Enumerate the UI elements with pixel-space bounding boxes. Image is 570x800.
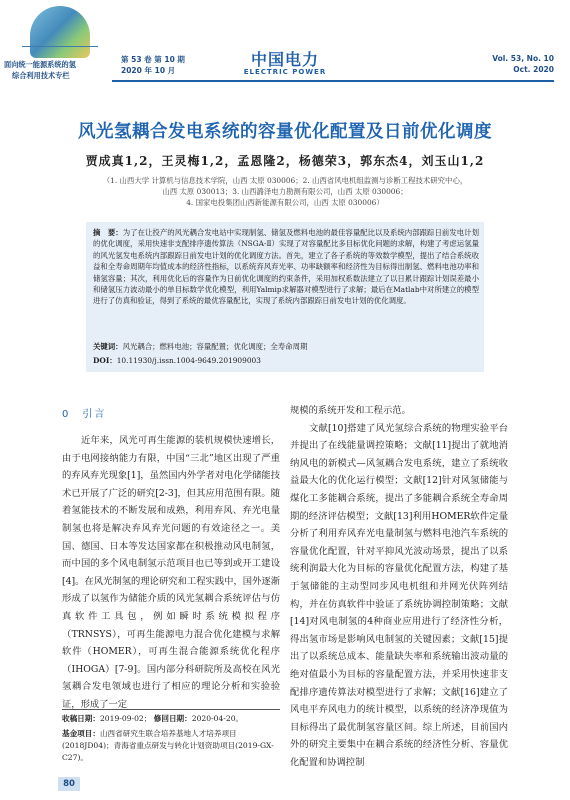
date-en: Oct. 2020 — [513, 65, 554, 74]
doi-link[interactable]: 10.11930/j.issn.1004-9649.201909003 — [116, 356, 261, 365]
keywords-text: 风光耦合；燃料电池；容量配置；优化调度；全寿命周期 — [122, 342, 308, 351]
volume-en: Vol. 53, No. 10 — [492, 54, 554, 63]
column-title-line1: 面向统一能源系统的氢 — [4, 60, 76, 69]
abstract — [93, 227, 479, 307]
header-rule — [112, 80, 554, 82]
revised-label: 修回日期： — [153, 714, 192, 723]
doi — [93, 355, 479, 366]
received-date: 2019-09-02； — [99, 714, 152, 723]
affiliation-line-2: 山西 太原 030013；3. 山西潞泽电力勘测有限公司，山西 太原 030006； — [162, 187, 408, 196]
keywords — [93, 341, 479, 352]
affiliation-line-1: （1. 山西大学 计算机与信息技术学院，山西 太原 030006；2. 山西省风电机组监测与诊断工程技术研究中心， — [102, 176, 468, 185]
footnote-rule — [62, 709, 280, 710]
issue-number-cn: 第 53 卷 第 10 期 — [121, 55, 185, 64]
body-right-paragraph-1: 规模的系统开发和工程示范。 — [290, 405, 411, 416]
affiliation-line-3: 4. 国家电投集团山西新能源有限公司，山西 太原 030006） — [186, 198, 384, 207]
doi-label: DOI： — [93, 356, 117, 365]
column-logo — [0, 0, 112, 82]
column-title-line2: 综合利用技术专栏 — [12, 71, 70, 80]
abstract-text: 为了在让投产的风光耦合发电站中实现制氢、储氢及燃料电池的最佳容量配比以及系统内部跟踪日前发电计划的优化调度，采用快速非支配排序遗传算法（NSGA-Ⅱ）实现了对容量配比多目标优化问题的求解，构建了考虑运氢量的风光氢发电系统内部跟踪日前发电计划的优化调度方法。首先，建立了各子系统的等效数学模型，提出了结合系统收益和全寿命周期年均值成本的经济性指标，以系统弃风弃光率、功率缺额率和经济性为目标得出制氢、燃料电池功率和储氢容量；其次，利用优化后的容量作为日前优化调度的约束条件，采用加权系数法建立了以日累计跟踪计划误差最小和储氢压力波动最小的单目标数学优化模型，利用Yalmip求解器对模型进行了求解；最后在Matlab中对所建立的模型进行了仿真和验证，得到了系统的最优容量配比，实现了系统内部跟踪日前发电计划的优化调度。 — [93, 228, 479, 306]
keywords-label: 关键词： — [93, 342, 123, 351]
body-right-paragraph-2: 文献[10]搭建了风光氢综合系统的物理实验平台并提出了在线能量调控策略；文献[11]提出了就地消纳风电的新模式—风氢耦合发电系统，建立了系统收益最大化的优化运行模型；文献[12]针对风氢储能与煤化工多能耦合系统，提出了多能耦合系统全寿命周期的经济评估模型；文献[13]利用HOMER软件定量分析了利用弃风弃光电量制氢与燃料电池汽车系统的容量优化配置，针对平抑风光波动场景，提出了以系统利润最大化为目标的容量优化配置方法，构建了基于氢储能的主动型同步风电机组和并网光伏阵列结构，并在仿真软件中验证了系统协调控制策略；文献[14]对风电制氢的4种商业应用进行了经济性分析，得出氢市场是影响风电制氢的关键因素；文献[15]提出了以系统总成本、能量缺失率和系统输出波动量的绝对值最小为目标的容量配置方法，并采用快速非支配排序遗传算法对模型进行了求解；文献[16]建立了风电平弃风电力的统计模型，以系统的经济净现值为目标得出了最优制氢容量区间。综上所述，目前国内外的研究主要集中在耦合系统的经济性分析、容量优化配置和协调控制 — [290, 422, 508, 768]
revised-date: 2020-04-20。 — [191, 714, 244, 723]
journal-name-en: ELECTRIC POWER — [243, 68, 327, 76]
logo-divider — [22, 46, 98, 47]
journal-name-cn: 中国电力 — [250, 50, 319, 69]
received-label: 收稿日期： — [62, 714, 100, 723]
author-list: 贾成真1,2，王灵梅1,2，孟恩隆2，杨德荣3，郭东杰4，刘玉山1,2 — [85, 154, 485, 168]
abstract-label: 摘 要： — [93, 228, 123, 237]
section-heading: 0 引言 — [62, 409, 107, 420]
fund-label: 基金项目： — [62, 729, 100, 738]
paper-title: 风光氢耦合发电系统的容量优化配置及日前优化调度 — [78, 122, 492, 142]
footnote-fund — [62, 728, 280, 763]
column-emblem-icon — [30, 6, 90, 58]
page-number: 80 — [63, 779, 75, 789]
body-right-column — [290, 402, 508, 771]
body-left-column: 近年来，风光可再生能源的装机规模快速增长，由于电网接纳能力有限，中国“三北”地区出现了严重的弃风弃光现象[1]，虽然国内外学者对电化学储能技术已开展了广泛的研究[2-3]，但其应用范围有限。随着氢能技术的不断发展和成熟，利用弃风、弃光电量制氢也将是解决弃风弃光问题的有效途径之一。美国、德国、日本等发达国家都在积极推动风电制氢，而中国的多个风电制氢示范项目也已等到或开工建设[4]。在风光制氢的理论研究和工程实践中，国外逐渐形成了以氢作为储能介质的风光氢耦合系统评估与仿真软件工具包，例如瞬时系统模拟程序（TRNSYS），可再生能源电力混合优化建模与求解软件（HOMER），可再生混合能源系统优化程序（IHOGA）[7-9]。国内部分科研院所及高校在风光氢耦合发电领域也进行了相应的理论分析和实验验证，形成了一定 — [62, 435, 280, 710]
footnote-dates — [62, 713, 280, 725]
fund-text: 山西省研究生联合培养基地人才培养项目(2018JD04)；青海省重点研发与转化计划资助项目(2019-GX-C27)。 — [62, 729, 274, 762]
issue-date-cn: 2020 年 10 月 — [121, 66, 176, 75]
